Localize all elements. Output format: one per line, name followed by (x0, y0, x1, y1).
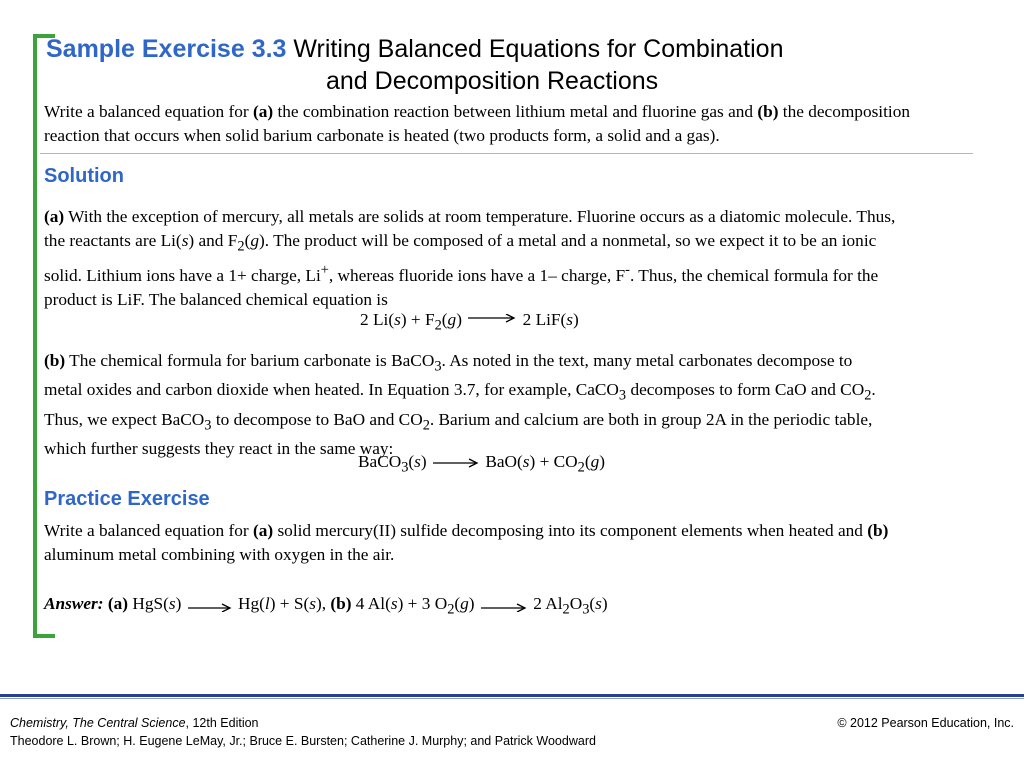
title-line2: and Decomposition Reactions (326, 67, 659, 95)
frame-bracket (33, 34, 37, 638)
eq-text: ) (599, 452, 606, 471)
eq-text: BaCO (358, 452, 402, 471)
state-symbol: s (566, 310, 574, 329)
footer-rule-thin (0, 698, 1024, 699)
subscript: 3 (401, 459, 409, 476)
subscript: 2 (562, 601, 570, 618)
eq-text: HgS( (128, 594, 169, 613)
subscript: 2 (237, 238, 245, 255)
state-symbol: s (181, 231, 189, 250)
reaction-arrow-icon (466, 314, 518, 328)
subscript: 3 (618, 387, 627, 404)
practice-heading: Practice Exercise (44, 488, 210, 510)
eq-text: ), (315, 594, 331, 613)
footer-rule (0, 694, 1024, 697)
state-symbol: g (250, 231, 259, 250)
eq-text: ) (573, 310, 579, 329)
part-b-label: (b) (44, 351, 66, 370)
state-symbol: s (390, 594, 398, 613)
eq-text: 4 Al( (351, 594, 391, 613)
solution-part-b (44, 349, 886, 461)
state-symbol: g (590, 452, 600, 471)
subscript: 2 (447, 601, 455, 618)
solution-text: decomposes to form CaO and CO (626, 380, 865, 400)
state-symbol: s (394, 310, 401, 329)
state-symbol: s (595, 594, 602, 613)
eq-text: ( (584, 452, 591, 471)
footer-copyright: © 2012 Pearson Education, Inc. (837, 716, 1014, 730)
equation-lif (360, 308, 579, 337)
eq-text: ) (601, 594, 608, 613)
answer-line (44, 592, 608, 621)
subscript: 2 (422, 417, 430, 434)
eq-text: 2 Al (533, 594, 563, 613)
problem-text: the decomposition reaction that occurs when solid barium carbonate is heated (two products form, a solid and a gas). (44, 102, 910, 145)
superscript: + (320, 262, 329, 279)
subscript: 3 (204, 417, 212, 434)
solution-text: With the exception of mercury, all metals are solids at room temperature. Fluorine occurs as a diatomic molecule. Thus, the reactants are Li( (44, 207, 896, 250)
eq-text: ) + S( (269, 594, 310, 613)
solution-text: . Thus, we expect BaCO (44, 380, 876, 429)
state-symbol: g (447, 310, 457, 329)
eq-text: ( (454, 594, 461, 613)
problem-text: Write a balanced equation for (44, 102, 253, 121)
eq-text: ) + F (400, 310, 435, 329)
state-symbol: g (460, 594, 469, 613)
eq-text: ) (468, 594, 475, 613)
subscript: 2 (434, 317, 442, 334)
practice-text: Write a balanced equation for (44, 521, 253, 540)
reaction-arrow-icon (479, 598, 529, 612)
book-edition: , 12th Edition (185, 716, 259, 730)
state-symbol: s (168, 594, 176, 613)
problem-text: the combination reaction between lithium metal and fluorine gas and (273, 102, 758, 121)
book-title: Chemistry, The Central Science (10, 716, 186, 730)
eq-text: ) + 3 O (397, 594, 448, 613)
subscript: 3 (582, 601, 590, 618)
solution-text: , whereas fluoride ions have a 1– charge, F (328, 266, 626, 286)
solution-text: . As noted in the text, many metal carbonates decompose to metal oxides and carbon dioxide when heated. In Equation 3.7, for example, CaCO (44, 351, 853, 400)
part-a-label: (a) (252, 521, 274, 540)
eq-text: ) (456, 310, 462, 329)
eq-text: ( (408, 452, 415, 471)
part-b-label: (b) (330, 594, 352, 613)
solution-heading: Solution (44, 165, 124, 187)
solution-text: . Thus, the chemical formula for the product is LiF. The balanced chemical equation is (44, 266, 879, 310)
solution-text: ). The product will be composed of a metal and a nonmetal, so we expect it to be an ionic solid. Lithium ions have a 1+ charge, Li (44, 231, 877, 286)
footer-authors: Theodore L. Brown; H. Eugene LeMay, Jr.; Bruce E. Bursten; Catherine J. Murphy; and Patrick Woodward (10, 734, 596, 748)
practice-statement (44, 519, 914, 567)
eq-text: O (569, 594, 583, 613)
state-symbol: l (264, 594, 270, 613)
solution-text: . Barium and calcium are both in group 2A in the periodic table, which further suggests they react in the same way: (44, 409, 873, 459)
eq-text: ) (420, 452, 427, 471)
reaction-arrow-icon (186, 598, 234, 612)
part-a-label: (a) (44, 207, 65, 226)
subscript: 2 (577, 459, 585, 476)
eq-text: ( (589, 594, 596, 613)
solution-text: ) and F (188, 231, 238, 250)
eq-text: ) (175, 594, 182, 613)
state-symbol: s (414, 452, 421, 471)
footer-book (10, 714, 259, 732)
subscript: 3 (434, 358, 442, 375)
part-a-label: (a) (252, 102, 274, 121)
part-a-label: (a) (107, 594, 129, 613)
eq-text: 2 LiF( (522, 310, 567, 329)
practice-text: solid mercury(II) sulfide decomposing into its component elements when heated and (273, 521, 868, 540)
eq-text: 2 Li( (360, 310, 395, 329)
eq-text: ) + CO (529, 452, 578, 471)
frame-bracket-bottom (33, 634, 55, 638)
slide-title (46, 33, 946, 97)
eq-text: BaO( (485, 452, 523, 471)
divider (40, 153, 973, 154)
exercise-label: Sample Exercise 3.3 (46, 35, 287, 63)
eq-text: ( (441, 310, 448, 329)
title-line1: Writing Balanced Equations for Combination (293, 35, 784, 63)
eq-text: Hg( (238, 594, 265, 613)
part-b-label: (b) (867, 521, 889, 540)
solution-part-a (44, 205, 912, 312)
superscript: - (625, 262, 630, 279)
solution-text: ( (244, 231, 251, 250)
practice-text: aluminum metal combining with oxygen in the air. (44, 545, 395, 564)
solution-text: to decompose to BaO and CO (211, 409, 423, 429)
equation-baco3 (358, 450, 605, 479)
state-symbol: s (309, 594, 316, 613)
answer-label: Answer: (44, 594, 104, 613)
reaction-arrow-icon (431, 456, 481, 470)
problem-statement (44, 100, 964, 148)
part-b-label: (b) (757, 102, 779, 121)
subscript: 2 (864, 387, 872, 404)
solution-text: The chemical formula for barium carbonate is BaCO (65, 351, 435, 370)
state-symbol: s (522, 452, 530, 471)
